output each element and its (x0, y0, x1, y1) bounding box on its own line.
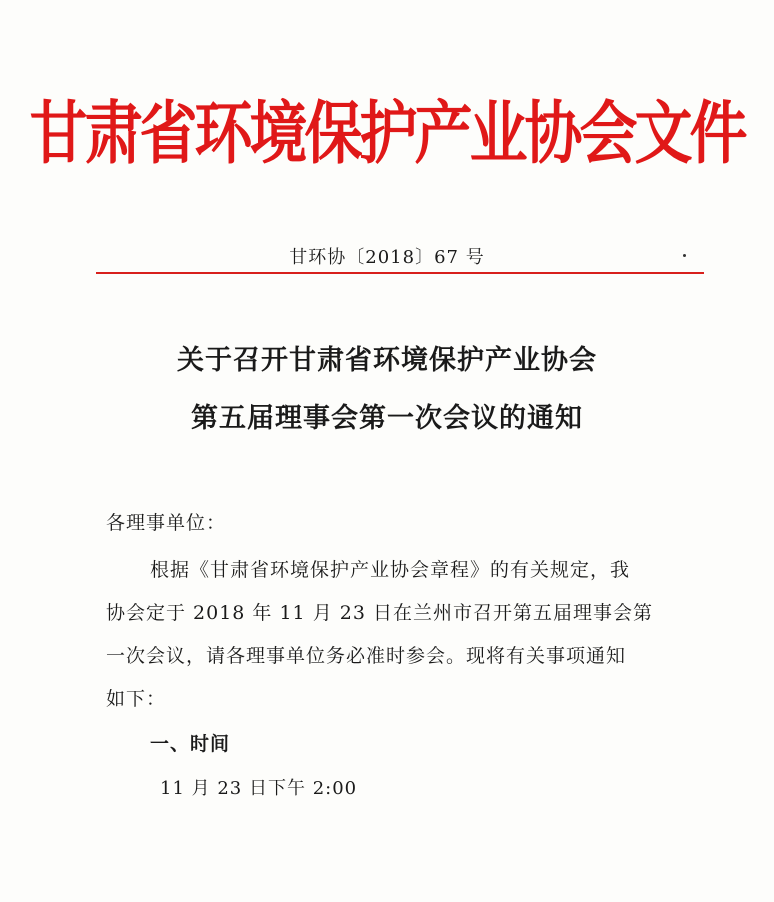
section-heading-time: 一、时间 (150, 733, 231, 755)
notice-title-line-1: 关于召开甘肃省环境保护产业协会 (177, 345, 597, 376)
meeting-time: 11 月 23 日下午 2:00 (160, 778, 358, 799)
paragraph-line: 根据《甘肃省环境保护产业协会章程》的有关规定，我 (150, 559, 631, 581)
paragraph-line: 协会定于 2018 年 11 月 23 日在兰州市召开第五届理事会第 (106, 602, 653, 624)
red-divider-line (96, 272, 704, 274)
notice-title-line-2: 第五届理事会第一次会议的通知 (191, 403, 583, 434)
scan-speck (683, 254, 686, 257)
document-number: 甘环协〔2018〕67 号 (289, 247, 485, 268)
paragraph-line: 如下： (106, 688, 167, 710)
salutation: 各理事单位： (106, 512, 227, 534)
org-header-title: 甘肃省环境保护产业协会文件 (29, 93, 745, 174)
paragraph-line: 一次会议，请各理事单位务必准时参会。现将有关事项通知 (106, 645, 627, 667)
